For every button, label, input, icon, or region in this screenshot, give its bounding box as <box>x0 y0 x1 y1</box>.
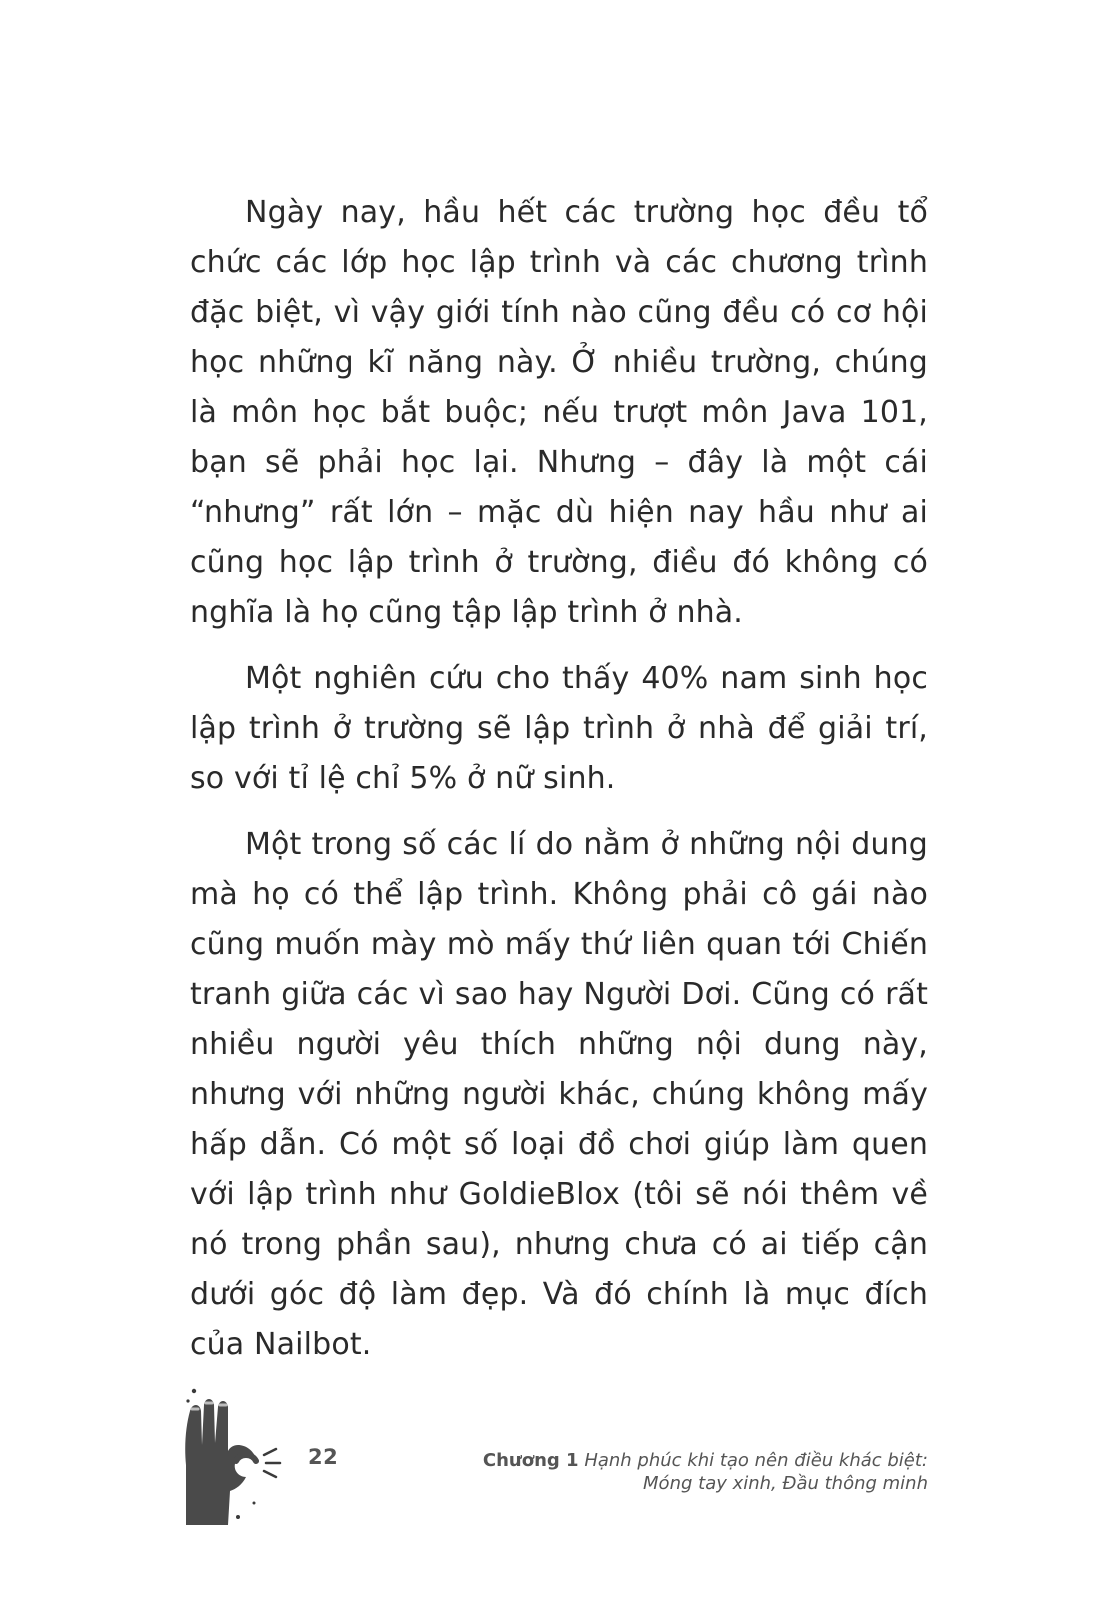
paragraph-2: Một nghiên cứu cho thấy 40% nam sinh học lập trình ở trường sẽ lập trình ở nhà để giải trí, so với tỉ lệ chỉ 5% ở nữ sinh. <box>190 661 928 796</box>
chapter-title-line1: Hạnh phúc khi tạo nên điều khác biệt: <box>584 1450 928 1471</box>
chapter-running-head <box>368 1449 928 1495</box>
chapter-title-line2: Móng tay xinh, Đầu thông minh <box>643 1473 928 1494</box>
body-text <box>190 188 928 1386</box>
paragraph-3: Một trong số các lí do nằm ở những nội dung mà họ có thể lập trình. Không phải cô gái nào cũng muốn mày mò mấy thứ liên quan tới Chiến tranh giữa các vì sao hay Người Dơi. Cũng có rất nhiều người yêu thích những nội dung này, nhưng với những người khác, chúng không mấy hấp dẫn. Có một số loại đồ chơi giúp làm quen với lập trình như GoldieBlox (tôi sẽ nói thêm về nó trong phần sau), nhưng chưa có ai tiếp cận dưới góc độ làm đẹp. Và đó chính là mục đích của Nailbot. <box>190 827 928 1362</box>
chapter-label: Chương 1 <box>482 1450 579 1471</box>
hand-ok-sparkle-icon <box>184 1385 294 1525</box>
page-number: 22 <box>308 1445 339 1469</box>
paragraph-1: Ngày nay, hầu hết các trường học đều tổ chức các lớp học lập trình và các chương trình đặc biệt, vì vậy giới tính nào cũng đều có cơ hội học những kĩ năng này. Ở nhiều trường, chúng là môn học bắt buộc; nếu trượt môn Java 101, bạn sẽ phải học lại. Nhưng – đây là một cái “nhưng” rất lớn – mặc dù hiện nay hầu như ai cũng học lập trình ở trường, điều đó không có nghĩa là họ cũng tập lập trình ở nhà. <box>190 195 928 630</box>
page-footer <box>0 1385 1110 1525</box>
